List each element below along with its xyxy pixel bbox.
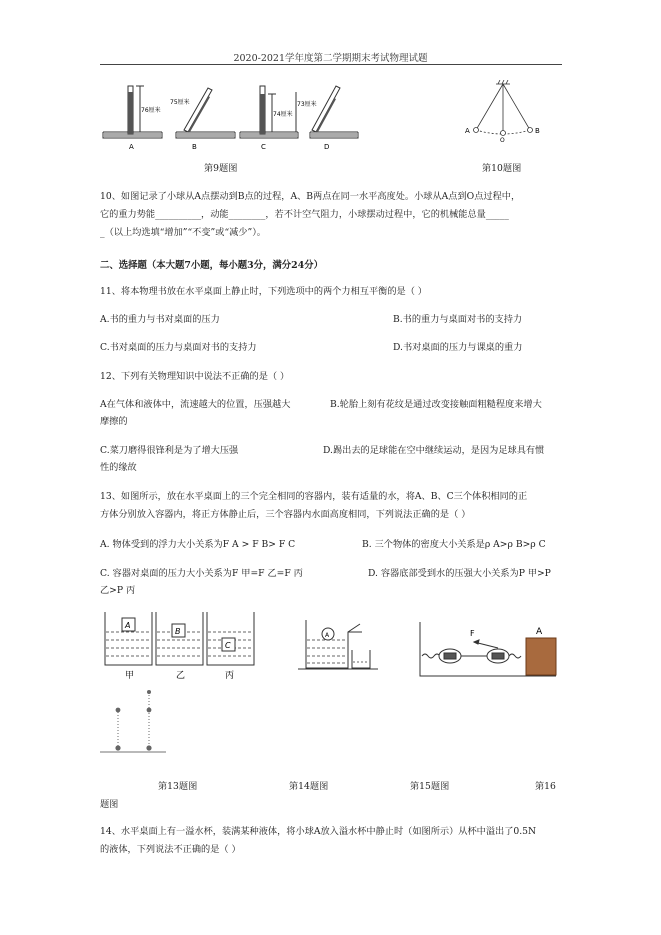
box-c: C xyxy=(225,641,231,650)
figure-9-caption: 第9题图 xyxy=(204,163,238,174)
q12-option-b-line1: B.轮胎上刻有花纹是通过改变接触面粗糙程度来增大 xyxy=(330,399,542,410)
q11-stem: 11、将本物理书放在水平桌面上静止时，下列选项中的两个力相互平衡的是（ ） xyxy=(100,286,427,297)
figure-15-diagram xyxy=(416,620,564,682)
label-yi: 乙 xyxy=(176,671,186,681)
q13-option-d-line2: 乙>P 丙 xyxy=(100,585,136,596)
figure-13-diagram xyxy=(100,610,270,682)
q10-line-1: 10、如图记录了小球从A点摆动到B点的过程，A、B两点在同一水平高度处。小球从A点到O点过程中， xyxy=(100,191,521,202)
figure-16-caption-part1: 第16 xyxy=(535,781,556,792)
figure-14-diagram xyxy=(298,618,380,674)
label-d: D xyxy=(324,143,330,151)
figure-10-diagram xyxy=(462,80,546,142)
figure-10-caption: 第10题图 xyxy=(482,163,522,174)
q11-option-a: A.书的重力与书对桌面的压力 xyxy=(100,314,220,325)
measure-a: 76厘米 xyxy=(141,107,161,114)
label-a: A xyxy=(465,127,470,135)
q12-stem: 12、下列有关物理知识中说法不正确的是（ ） xyxy=(100,371,290,382)
box-b: B xyxy=(175,627,181,636)
measure-c: 74厘米 xyxy=(273,111,293,118)
figure-9-diagram xyxy=(100,76,362,154)
page-header: 2020-2021学年度第二学期期末考试物理试题 xyxy=(233,53,428,64)
q12-option-a: A在气体和液体中，流速越大的位置，压强越大 xyxy=(100,399,291,410)
q12-option-b-line2: 摩擦的 xyxy=(100,416,128,427)
label-jia: 甲 xyxy=(125,671,135,681)
block-a: A xyxy=(536,627,543,637)
q13-option-c: C. 容器对桌面的压力大小关系为F 甲=F 乙=F 丙 xyxy=(100,568,303,579)
label-c: C xyxy=(261,143,266,151)
force-f: F xyxy=(470,629,475,638)
measure-b: 75厘米 xyxy=(170,99,190,106)
q13-option-b: B. 三个物体的密度大小关系是ρ A>ρ B>ρ C xyxy=(362,539,546,550)
q14-line-2: 的液体，下列说法不正确的是（ ） xyxy=(100,844,241,855)
section-title: 二、选择题（本大题7小题，每小题3分，满分24分） xyxy=(100,260,323,271)
q10-line-3: _（以上均选填“增加”“不变”或“减少”）。 xyxy=(100,227,266,238)
q12-option-c: C.菜刀磨得很锋利是为了增大压强 xyxy=(100,445,239,456)
figure-16-diagram xyxy=(100,688,170,758)
q14-line-1: 14、水平桌面上有一溢水杯，装满某种液体，将小球A放入溢水杯中静止时（如图所示）从杯中溢出了0.5N xyxy=(100,826,537,837)
q11-option-c: C.书对桌面的压力与桌面对书的支持力 xyxy=(100,342,257,353)
q13-stem-line1: 13、如图所示，放在水平桌面上的三个完全相同的容器内，装有适量的水，将A、B、C三个体积相同的正 xyxy=(100,491,528,502)
q13-option-a: A. 物体受到的浮力大小关系为F A > F B> F C xyxy=(100,539,296,550)
figure-13-caption: 第13题图 xyxy=(158,781,198,792)
label-b: B xyxy=(192,143,197,151)
ball-a: A xyxy=(325,632,330,639)
figure-14-caption: 第14题图 xyxy=(289,781,329,792)
box-a: A xyxy=(125,621,131,630)
q11-option-b: B.书的重力与桌面对书的支持力 xyxy=(393,314,523,325)
label-bing: 丙 xyxy=(225,671,235,681)
q13-option-d-line1: D. 容器底部受到水的压强大小关系为P 甲>P xyxy=(368,568,551,579)
q10-line-2: 它的重力势能__________，动能________，若不计空气阻力，小球摆动过程中，它的机械能总量_____ xyxy=(100,209,509,220)
q12-option-d-line2: 性的缘故 xyxy=(100,462,137,473)
figure-16-caption-part2: 题图 xyxy=(100,799,119,810)
label-b: B xyxy=(535,127,540,135)
q11-option-d: D.书对桌面的压力与课桌的重力 xyxy=(393,342,523,353)
label-o: O xyxy=(500,137,505,142)
q12-option-d-line1: D.踢出去的足球能在空中继续运动，是因为足球具有惯 xyxy=(323,445,545,456)
q13-stem-line2: 方体分别放入容器内，将正方体静止后，三个容器内水面高度相同，下列说法正确的是（ ） xyxy=(100,509,471,520)
label-a: A xyxy=(129,143,134,151)
header-rule xyxy=(100,64,562,65)
measure-d: 73厘米 xyxy=(297,101,317,108)
figure-15-caption: 第15题图 xyxy=(410,781,450,792)
